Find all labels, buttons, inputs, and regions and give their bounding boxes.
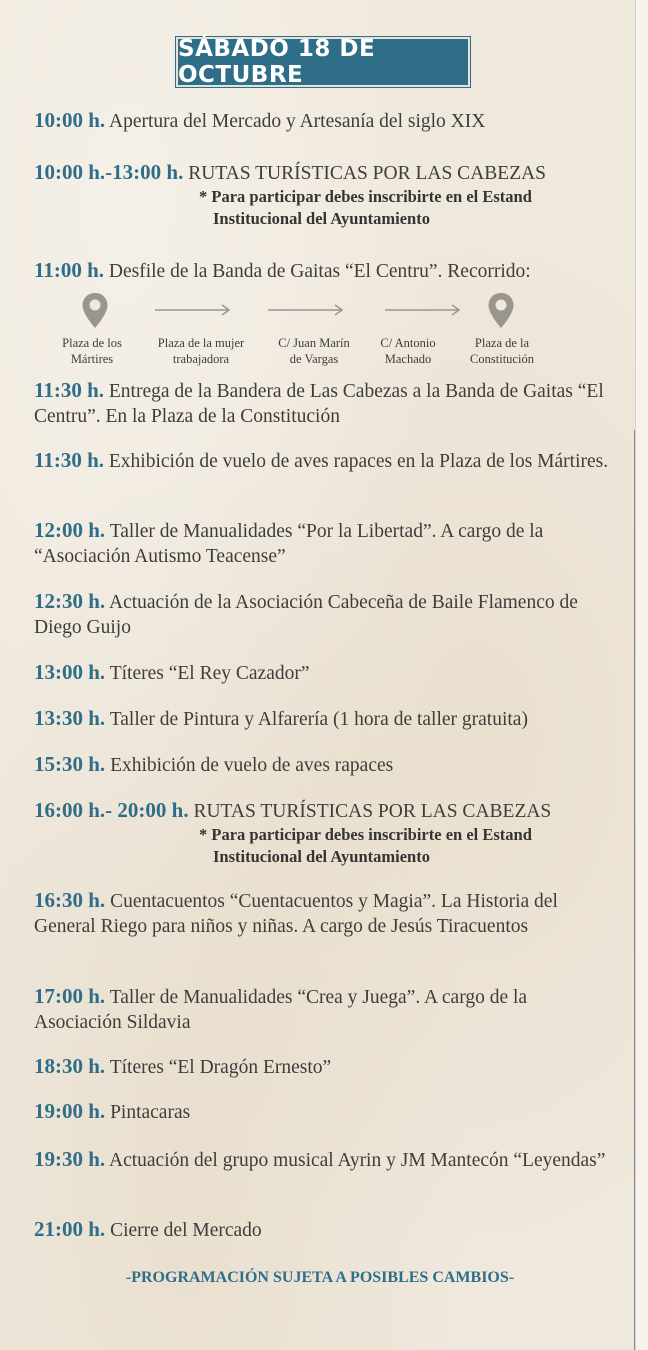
- schedule-description: Actuación de la Asociación Cabeceña de Baile Flamenco de Diego Guijo: [34, 592, 578, 638]
- schedule-description: Taller de Manualidades “Por la Libertad”. A cargo de la “Asociación Autismo Teacense”: [34, 521, 544, 567]
- schedule-description: Exhibición de vuelo de aves rapaces en la Plaza de los Mártires.: [108, 451, 609, 472]
- parade-route: [40, 288, 560, 368]
- route-stop-line1: Plaza de los: [62, 336, 122, 350]
- route-stop-line1: Plaza de la mujer: [157, 336, 245, 350]
- schedule-time: 16:00 h.- 20:00 h.: [34, 798, 189, 822]
- schedule-time: 10:00 h.: [34, 108, 106, 132]
- route-stop-line1: Plaza de la: [474, 336, 530, 350]
- schedule-description: Entrega de la Bandera de Las Cabezas a la Banda de Gaitas “El Centru”. En la Plaza de la Constitución: [34, 381, 604, 427]
- schedule-time: 13:00 h.: [34, 660, 106, 684]
- schedule-item: [34, 706, 614, 732]
- schedule-description: Pintacaras: [110, 1102, 191, 1123]
- schedule-time: 17:00 h.: [34, 984, 106, 1008]
- registration-note: [199, 824, 614, 868]
- route-stop-line2: Machado: [384, 352, 432, 366]
- schedule-item: [34, 752, 614, 778]
- schedule-item: [34, 798, 614, 868]
- route-stop-line1: C/ Juan Marín: [278, 336, 350, 350]
- schedule-item: [34, 160, 614, 230]
- arrow-right-icon: [268, 304, 344, 316]
- route-stop: [146, 335, 256, 367]
- schedule-time: 10:00 h.-13:00 h.: [34, 160, 184, 184]
- schedule-item: [34, 518, 614, 569]
- schedule-item: [34, 448, 614, 474]
- registration-note-line1: * Para participar debes inscribirte en el Estand: [199, 825, 532, 844]
- schedule-description: Desfile de la Banda de Gaitas “El Centru”. Recorrido:: [108, 261, 531, 282]
- schedule-description: Títeres “El Rey Cazador”: [109, 663, 310, 684]
- schedule-time: 19:00 h.: [34, 1099, 106, 1123]
- date-header: [176, 37, 470, 87]
- schedule-item: [34, 1217, 614, 1243]
- schedule-item: [34, 1099, 614, 1125]
- location-pin-icon: [80, 291, 110, 331]
- schedule-time: 19:30 h.: [34, 1147, 106, 1171]
- route-stop-line2: trabajadora: [172, 352, 230, 366]
- schedule-item: [34, 589, 614, 640]
- arrow-right-icon: [385, 304, 461, 316]
- page-edge: [635, 0, 648, 1350]
- route-stop: [447, 335, 557, 367]
- schedule-item: [34, 984, 614, 1035]
- route-stop: [37, 335, 147, 367]
- schedule-time: 15:30 h.: [34, 752, 106, 776]
- date-header-title: SÁBADO 18 DE OCTUBRE: [178, 36, 376, 88]
- schedule-description: Títeres “El Dragón Ernesto”: [109, 1057, 332, 1078]
- schedule-description: Actuación del grupo musical Ayrin y JM Mantecón “Leyendas”: [109, 1150, 606, 1171]
- schedule-time: 16:30 h.: [34, 888, 106, 912]
- schedule-description: Apertura del Mercado y Artesanía del siglo XIX: [109, 111, 486, 132]
- schedule-time: 21:00 h.: [34, 1217, 106, 1241]
- schedule-item: [34, 108, 614, 134]
- schedule-item: [34, 1054, 614, 1080]
- schedule-time: 12:00 h.: [34, 518, 106, 542]
- schedule-description: RUTAS TURÍSTICAS POR LAS CABEZAS: [193, 801, 552, 822]
- schedule-time: 13:30 h.: [34, 706, 106, 730]
- disclaimer-footer: -PROGRAMACIÓN SUJETA A POSIBLES CAMBIOS-: [125, 1269, 515, 1286]
- schedule-time: 11:30 h.: [34, 378, 105, 402]
- schedule-time: 11:30 h.: [34, 448, 105, 472]
- schedule-item: [34, 378, 614, 429]
- schedule-time: 18:30 h.: [34, 1054, 106, 1078]
- registration-note-line1: * Para participar debes inscribirte en el Estand: [199, 187, 532, 206]
- schedule-item: [34, 258, 614, 284]
- page-edge-line: [634, 430, 635, 1350]
- schedule-description: Cuentacuentos “Cuentacuentos y Magia”. La Historia del General Riego para niños y niñas. A cargo de Jesús Tiracuentos: [34, 891, 558, 937]
- schedule-description: Taller de Manualidades “Crea y Juega”. A cargo de la Asociación Sildavia: [34, 987, 528, 1033]
- schedule-description: Cierre del Mercado: [110, 1220, 262, 1241]
- schedule-item: [34, 1147, 614, 1173]
- schedule-time: 11:00 h.: [34, 258, 105, 282]
- route-stop-line2: Mártires: [70, 352, 114, 366]
- location-pin-icon: [486, 291, 516, 331]
- schedule-item: [34, 660, 614, 686]
- schedule-description: Taller de Pintura y Alfarería (1 hora de taller gratuita): [109, 709, 528, 730]
- schedule-time: 12:30 h.: [34, 589, 106, 613]
- route-stop-line1: C/ Antonio: [380, 336, 436, 350]
- schedule-item: [34, 888, 614, 939]
- schedule-description: RUTAS TURÍSTICAS POR LAS CABEZAS: [188, 163, 547, 184]
- route-stop-line2: Constitución: [470, 352, 534, 366]
- registration-note: [199, 186, 614, 230]
- route-stop-line2: de Vargas: [289, 352, 339, 366]
- registration-note-line2: Institucional del Ayuntamiento: [213, 209, 430, 228]
- registration-note-line2: Institucional del Ayuntamiento: [213, 847, 430, 866]
- arrow-right-icon: [155, 304, 231, 316]
- schedule-description: Exhibición de vuelo de aves rapaces: [110, 755, 394, 776]
